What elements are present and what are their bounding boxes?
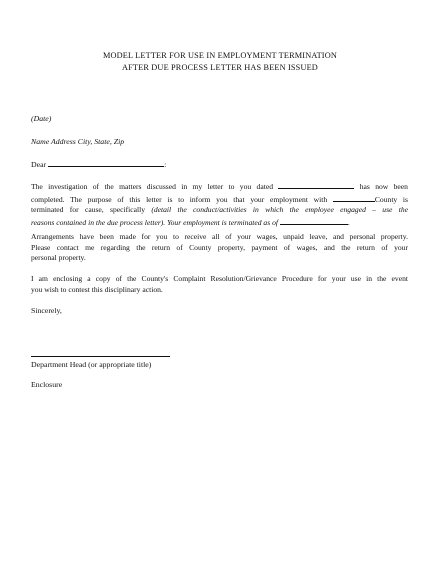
closing: Sincerely, — [31, 306, 62, 315]
signature-line[interactable] — [31, 356, 170, 357]
paragraph-1-line-1: The investigation of the matters discussed in my letter to you dated has now been — [31, 182, 408, 191]
county-name-blank[interactable] — [333, 193, 375, 202]
salutation-prefix: Dear — [31, 160, 47, 169]
termination-date-blank[interactable] — [280, 216, 348, 225]
enclosure-label: Enclosure — [31, 380, 63, 389]
letter-date-blank[interactable] — [278, 180, 354, 189]
paragraph-1-line-3: terminated for cause, specifically (detail the conduct/activities in which the employee engaged – use the — [31, 205, 408, 214]
letter-title-line-2: AFTER DUE PROCESS LETTER HAS BEEN ISSUED — [122, 63, 318, 72]
paragraph-2-line-1: Arrangements have been made for you to receive all of your wages, unpaid leave, and personal property. — [31, 232, 408, 241]
salutation-suffix: : — [164, 160, 167, 169]
letter-title-line-1: MODEL LETTER FOR USE IN EMPLOYMENT TERMINATION — [103, 51, 337, 60]
salutation — [31, 158, 166, 170]
paragraph-2-line-2: Please contact me regarding the return of County property, payment of wages, and the return of your — [31, 242, 408, 252]
paragraph-3-line-2: you wish to contest this disciplinary action. — [31, 284, 163, 294]
paragraph-arrangements — [31, 232, 408, 264]
paragraph-termination-notice — [31, 180, 408, 228]
date-placeholder: (Date) — [31, 114, 52, 123]
paragraph-1-line-4: reasons contained in the due process letter). Your employment is terminated as of . — [31, 217, 350, 227]
paragraph-1-line-2: completed. The purpose of this letter is to inform you that your employment with County is — [31, 194, 408, 204]
paragraph-2-line-3: personal property. — [31, 253, 86, 262]
address-placeholder: Name Address City, State, Zip — [31, 137, 125, 146]
recipient-name-blank[interactable] — [48, 158, 167, 169]
paragraph-grievance — [31, 274, 408, 295]
paragraph-3-line-1: I am enclosing a copy of the County's Complaint Resolution/Grievance Procedure for your use in the event — [31, 274, 408, 283]
signature-title: Department Head (or appropriate title) — [31, 360, 152, 369]
